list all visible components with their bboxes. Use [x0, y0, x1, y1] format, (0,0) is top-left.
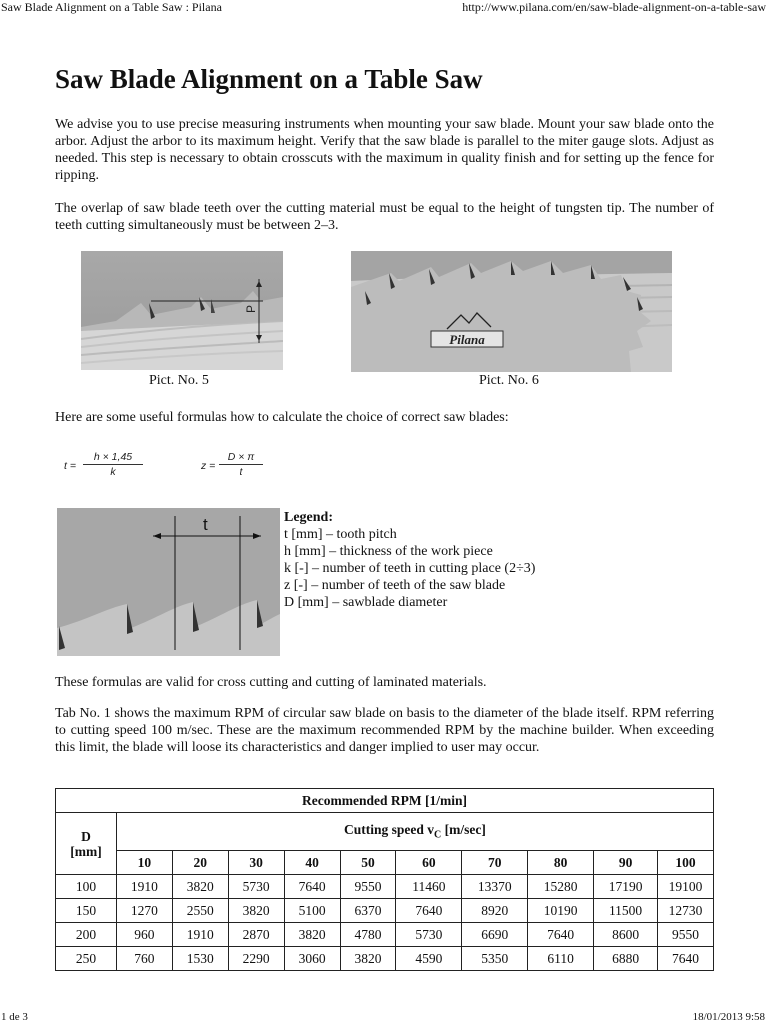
legend-item: k [-] – number of teeth in cutting place (2÷3): [284, 561, 536, 576]
rpm-cell: 3820: [340, 947, 396, 971]
rpm-cell: 9550: [340, 875, 396, 899]
formula-teeth-count: [201, 449, 281, 485]
legend: [284, 509, 535, 611]
table-row: [56, 923, 714, 947]
speed-cell: 60: [396, 851, 462, 875]
speed-cell: 70: [462, 851, 528, 875]
table-header-row: [56, 813, 714, 851]
rpm-cell: 5350: [462, 947, 528, 971]
speed-cell: 90: [594, 851, 658, 875]
rpm-cell: 17190: [594, 875, 658, 899]
rpm-cell: 5730: [396, 923, 462, 947]
formula-2-lhs: z =: [201, 460, 216, 472]
diameter-cell: 100: [56, 875, 117, 899]
page-url[interactable]: http://www.pilana.com/en/saw-blade-alignment-on-a-table-saw: [462, 0, 766, 14]
rpm-cell: 6110: [528, 947, 594, 971]
formula-1-numerator: h × 1,45: [83, 451, 143, 465]
rpm-cell: 7640: [396, 899, 462, 923]
pilana-logo: Pilana: [449, 332, 485, 347]
rpm-cell: 13370: [462, 875, 528, 899]
rpm-cell: 2870: [228, 923, 284, 947]
formula-2-denominator: t: [239, 466, 243, 478]
speed-cell: 40: [284, 851, 340, 875]
page-title-header: Saw Blade Alignment on a Table Saw : Pilana: [1, 0, 222, 14]
rpm-cell: 8600: [594, 923, 658, 947]
rpm-cell: 7640: [658, 947, 714, 971]
print-footer: [0, 1008, 768, 1024]
rpm-cell: 2290: [228, 947, 284, 971]
speed-header: Cutting speed $v_C$ [m/sec]: [116, 813, 713, 851]
diameter-cell: 250: [56, 947, 117, 971]
pict-5-caption: Pict. No. 5: [149, 373, 209, 388]
rpm-cell: 1910: [172, 923, 228, 947]
rpm-cell: 6880: [594, 947, 658, 971]
rpm-cell: 10190: [528, 899, 594, 923]
table-row: [56, 947, 714, 971]
rpm-cell: 11460: [396, 875, 462, 899]
rpm-cell: 2550: [172, 899, 228, 923]
pict-5-label: P: [244, 304, 258, 313]
rpm-cell: 12730: [658, 899, 714, 923]
pict-5-image: [81, 251, 283, 370]
page-number: 1 de 3: [1, 1011, 28, 1023]
rpm-cell: 19100: [658, 875, 714, 899]
d-header: D [mm]: [56, 813, 117, 875]
formula-2-numerator: D × π: [219, 451, 263, 465]
rpm-table: [55, 788, 714, 971]
speed-cell: 20: [172, 851, 228, 875]
diameter-cell: 200: [56, 923, 117, 947]
tooth-pitch-image: [57, 508, 280, 656]
rpm-cell: 960: [116, 923, 172, 947]
legend-item: D [mm] – sawblade diameter: [284, 595, 448, 610]
rpm-cell: 1530: [172, 947, 228, 971]
rpm-cell: 3060: [284, 947, 340, 971]
table-row: [56, 899, 714, 923]
formula-1-fraction: [83, 451, 143, 478]
speed-cell: 100: [658, 851, 714, 875]
rpm-cell: 4590: [396, 947, 462, 971]
rpm-cell: 15280: [528, 875, 594, 899]
rpm-cell: 6690: [462, 923, 528, 947]
rpm-cell: 3820: [228, 899, 284, 923]
diameter-cell: 150: [56, 899, 117, 923]
rpm-cell: 11500: [594, 899, 658, 923]
speed-cell: 10: [116, 851, 172, 875]
rpm-cell: 760: [116, 947, 172, 971]
rpm-cell: 6370: [340, 899, 396, 923]
speed-cell: 80: [528, 851, 594, 875]
formula-1-denominator: k: [110, 466, 116, 478]
rpm-cell: 3820: [172, 875, 228, 899]
legend-title: Legend:: [284, 510, 333, 525]
rpm-cell: 7640: [528, 923, 594, 947]
paragraph-rpm: Tab No. 1 shows the maximum RPM of circular saw blade on basis to the diameter of the blade itself. RPM referring to cutting speed 100 m/sec. These are the maximum recommended RPM by the machine builder. When exceeding this limit, the blade will loose its characteristics and danger implied to user may occur.: [55, 706, 714, 755]
formula-tooth-pitch: [64, 449, 164, 485]
table-row: [56, 875, 714, 899]
legend-item: h [mm] – thickness of the work piece: [284, 544, 493, 559]
pict-6-caption: Pict. No. 6: [479, 373, 539, 388]
print-datetime: 18/01/2013 9:58: [692, 1011, 765, 1023]
pict-6-image: [351, 251, 672, 372]
rpm-cell: 1910: [116, 875, 172, 899]
formula-1-lhs: t =: [64, 460, 76, 472]
paragraph-overlap: The overlap of saw blade teeth over the cutting material must be equal to the height of tungsten tip. The number of teeth cutting simultaneously must be between 2–3.: [55, 201, 714, 233]
formula-2-fraction: [219, 451, 263, 478]
paragraph-validity: These formulas are valid for cross cutting and cutting of laminated materials.: [55, 675, 487, 690]
article-title: Saw Blade Alignment on a Table Saw: [55, 64, 483, 94]
rpm-cell: 5730: [228, 875, 284, 899]
rpm-cell: 9550: [658, 923, 714, 947]
speed-cell: 50: [340, 851, 396, 875]
rpm-cell: 8920: [462, 899, 528, 923]
rpm-cell: 7640: [284, 875, 340, 899]
rpm-cell: 4780: [340, 923, 396, 947]
legend-item: z [-] – number of teeth of the saw blade: [284, 578, 506, 593]
rpm-cell: 1270: [116, 899, 172, 923]
rpm-cell: 3820: [284, 923, 340, 947]
speeds-row: [56, 851, 714, 875]
paragraph-intro: We advise you to use precise measuring instruments when mounting your saw blade. Mount your saw blade onto the arbor. Adjust the arbor to its maximum height. Verify that the saw blade is parallel to the miter gauge slots. Adjust as needed. This step is necessary to obtain crosscuts with the maximum in quality finish and for setting up the fence for ripping.: [55, 117, 714, 183]
table-title-row: [56, 789, 714, 813]
speed-cell: 30: [228, 851, 284, 875]
table-title: Recommended RPM [1/min]: [56, 789, 714, 813]
paragraph-formulas-intro: Here are some useful formulas how to calculate the choice of correct saw blades:: [55, 410, 509, 425]
legend-item: t [mm] – tooth pitch: [284, 527, 397, 542]
rpm-cell: 5100: [284, 899, 340, 923]
print-header: [0, 0, 768, 16]
tooth-pitch-label: t: [203, 515, 208, 534]
